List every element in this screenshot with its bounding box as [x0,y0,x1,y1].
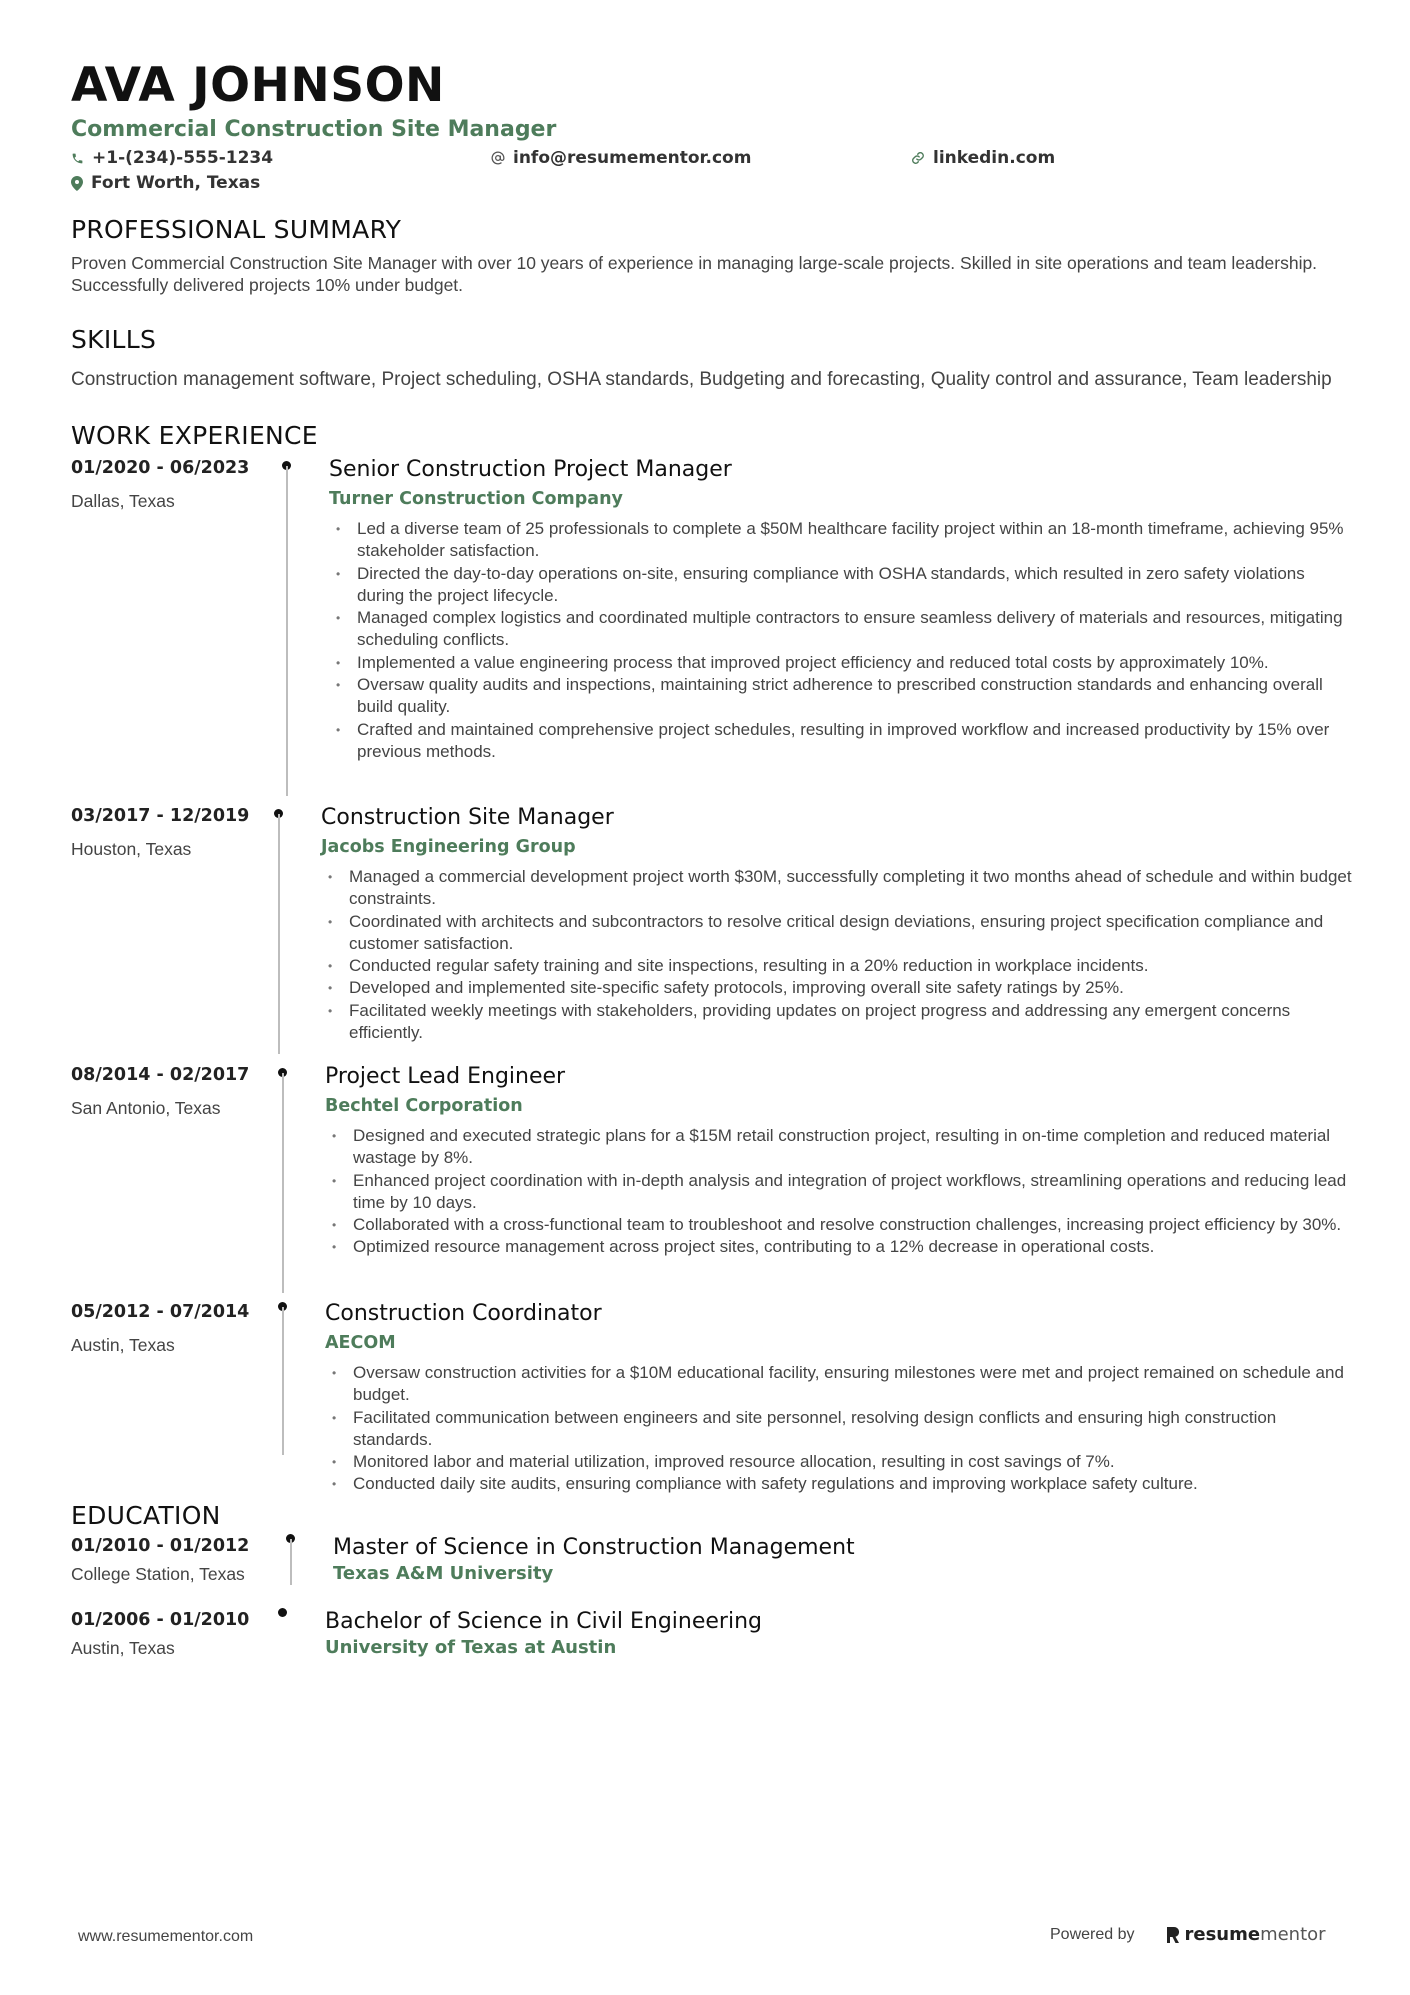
job-bullet: • Conducted regular safety training and site inspections, resulting in a 20% reduction in workplace incidents. [321,955,1354,977]
timeline-line [282,1307,284,1455]
at-sign-icon [491,151,505,165]
job-bullet: • Facilitated communication between engineers and site personnel, resolving design conflicts and ensuring high construction standards. [325,1407,1354,1452]
resumementor-logo-icon [1165,1925,1181,1945]
job-company: Turner Construction Company [329,489,623,509]
education-location: College Station, Texas [71,1564,245,1584]
summary-text: Proven Commercial Construction Site Manager with over 10 years of experience in managing large-scale projects. Skilled in site operations and team leadership. Successfully delivered projects 10% under budget. [71,253,1318,295]
job-location: San Antonio, Texas [71,1098,221,1118]
job-location: Dallas, Texas [71,491,175,511]
resume-page [71,58,1351,1682]
contact-phone[interactable] [71,146,273,170]
job-dates: 08/2014 - 02/2017 [71,1065,250,1085]
job-bullet: • Developed and implemented site-specific safety protocols, improving overall site safety ratings by 25%. [321,977,1354,999]
job-title: Construction Site Manager [321,805,614,830]
job-location: Austin, Texas [71,1335,175,1355]
job-bullet: • Designed and executed strategic plans for a $15M retail construction project, resulting in on-time completion and reduced material wastage by 8%. [325,1125,1354,1170]
job-bullet: • Enhanced project coordination with in-depth analysis and integration of project workflows, streamlining operations and reducing lead time by 10 days. [325,1170,1354,1215]
phone-icon [71,152,84,165]
summary-heading: PROFESSIONAL SUMMARY [71,215,402,244]
education-heading: EDUCATION [71,1501,221,1530]
job-content [329,456,1354,763]
work-experience-heading: WORK EXPERIENCE [71,421,318,450]
job-title: Construction Coordinator [325,1301,602,1326]
education-school: Texas A&M University [333,1563,554,1584]
job-company: AECOM [325,1333,396,1353]
footer-website[interactable]: www.resumementor.com [78,1928,254,1945]
candidate-name: AVA JOHNSON [71,58,445,113]
contact-info [71,146,1351,200]
brand-logo[interactable] [1165,1924,1326,1945]
job-bullet: • Collaborated with a cross-functional team to troubleshoot and resolve construction challenges, increasing project efficiency by 30%. [325,1214,1354,1236]
contact-location [71,171,260,195]
contact-location-text: Fort Worth, Texas [91,173,261,193]
candidate-role: Commercial Construction Site Manager [71,117,557,142]
job-entry [71,804,1351,1063]
job-bullet: • Monitored labor and material utilization, improved resource allocation, resulting in cost savings of 7%. [325,1451,1354,1473]
job-bullet: • Led a diverse team of 25 professionals to complete a $50M healthcare facility project within an 18-month timeframe, achieving 95% stakeholder satisfaction. [329,518,1354,563]
skills-section [71,324,1351,392]
job-title: Senior Construction Project Manager [329,457,732,482]
footer-brand [1050,1924,1326,1945]
job-content [321,804,1354,1044]
work-experience-section [71,420,1351,1500]
brand-name-bold: resume [1184,1924,1261,1945]
education-content [333,1534,1333,1586]
link-icon [911,151,925,165]
job-bullet: • Facilitated weekly meetings with stakeholders, providing updates on project progress and addressing any emergent concerns efficiently. [321,1000,1354,1045]
education-dates: 01/2006 - 01/2010 [71,1610,250,1630]
job-company: Jacobs Engineering Group [321,837,576,857]
timeline-line [290,1539,292,1585]
job-dates: 01/2020 - 06/2023 [71,458,250,478]
timeline-line [286,466,288,796]
timeline-line [282,1073,284,1293]
job-entry [71,1063,1351,1300]
job-location: Houston, Texas [71,839,192,859]
job-bullet: • Implemented a value engineering process that improved project efficiency and reduced total costs by approximately 10%. [329,652,1354,674]
job-bullet: • Managed a commercial development project worth $30M, successfully completing it two months ahead of schedule and within budget constraints. [321,866,1354,911]
education-degree: Bachelor of Science in Civil Engineering [325,1609,762,1634]
job-dates: 03/2017 - 12/2019 [71,806,250,826]
timeline-dot [278,1608,287,1617]
location-pin-icon [71,176,83,191]
summary-section [71,214,1351,296]
skills-heading: SKILLS [71,325,157,354]
education-dates: 01/2010 - 01/2012 [71,1536,250,1556]
job-bullets [321,866,1354,1044]
education-content [325,1608,1325,1660]
job-bullets [325,1362,1354,1496]
job-content [325,1063,1354,1259]
education-location: Austin, Texas [71,1638,175,1658]
job-dates: 05/2012 - 07/2014 [71,1302,250,1322]
education-degree: Master of Science in Construction Management [333,1535,855,1560]
job-bullet: • Managed complex logistics and coordinated multiple contractors to ensure seamless delivery of materials and resources, mitigating scheduling conflicts. [329,607,1354,652]
contact-linkedin[interactable] [911,146,1055,170]
contact-email-text: info@resumementor.com [513,148,752,168]
job-bullet: • Optimized resource management across project sites, contributing to a 12% decrease in operational costs. [325,1236,1354,1258]
powered-by-label: Powered by [1050,1925,1135,1943]
job-bullet: • Oversaw quality audits and inspections, maintaining strict adherence to prescribed construction standards and enhancing overall build quality. [329,674,1354,719]
job-bullet: • Directed the day-to-day operations on-site, ensuring compliance with OSHA standards, which resulted in zero safety violations during the project lifecycle. [329,563,1354,608]
job-bullet: • Oversaw construction activities for a $10M educational facility, ensuring milestones were met and project remained on schedule and budget. [325,1362,1354,1407]
job-content [325,1300,1354,1496]
job-bullet: • Coordinated with architects and subcontractors to resolve critical design deviations, ensuring project specification compliance and customer satisfaction. [321,911,1354,956]
job-company: Bechtel Corporation [325,1096,523,1116]
job-bullet: • Crafted and maintained comprehensive project schedules, resulting in improved workflow and increased productivity by 15% over previous methods. [329,719,1354,764]
job-bullet: • Conducted daily site audits, ensuring compliance with safety regulations and improving workplace safety culture. [325,1473,1354,1495]
job-entry [71,456,1351,804]
job-bullets [325,1125,1354,1259]
contact-phone-text: +1-(234)-555-1234 [92,148,274,168]
job-bullets [329,518,1354,763]
job-entry [71,1300,1351,1500]
job-title: Project Lead Engineer [325,1064,566,1089]
brand-name-light: mentor [1260,1924,1326,1945]
education-school: University of Texas at Austin [325,1637,617,1658]
contact-email[interactable] [491,146,751,170]
education-entry [71,1534,1351,1608]
education-entry [71,1608,1351,1682]
resume-header [71,58,1351,200]
education-section [71,1500,1351,1682]
timeline-line [278,814,280,1054]
contact-linkedin-text: linkedin.com [933,148,1056,168]
skills-text: Construction management software, Project scheduling, OSHA standards, Budgeting and forecasting, Quality control and assurance, Team leadership [71,369,1332,390]
